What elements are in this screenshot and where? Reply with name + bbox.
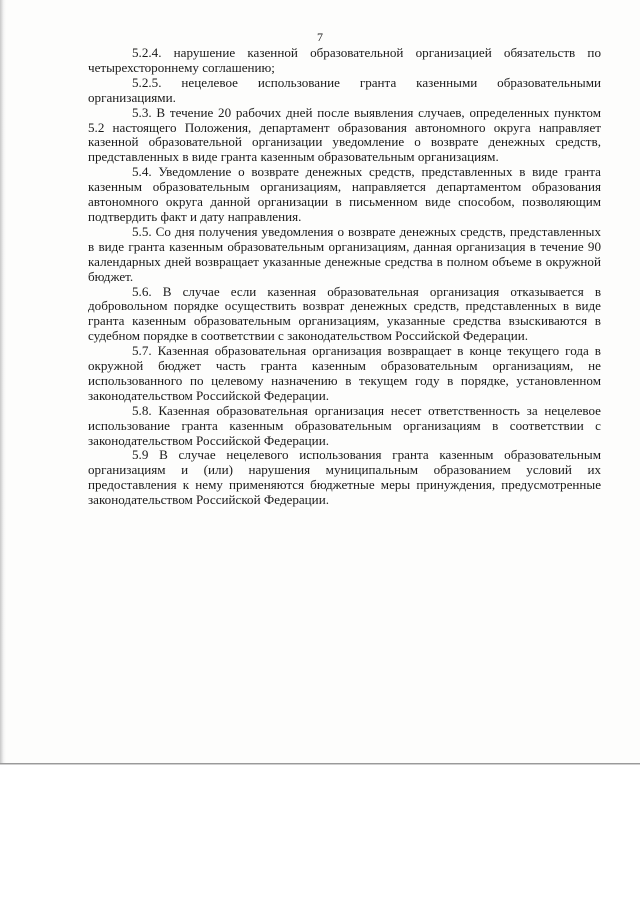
paragraph-5-5: 5.5. Со дня получения уведомления о возврате денежных средств, представленных в виде гранта казенным образовательным организациям, данная организация в течение 90 календарных дней возвращает указанные денежные средства в полном объеме в окружной бюджет. <box>88 223 601 284</box>
paragraph-5-2-5: 5.2.5. нецелевое использование гранта казенными образовательными организациями. <box>88 74 601 105</box>
blank-area-below-page <box>0 765 640 905</box>
scan-shadow-edge <box>0 0 6 763</box>
document-body <box>88 46 601 508</box>
paragraph-5-9: 5.9 В случае нецелевого использования гранта казенным образовательным организациям и (или) нарушения муниципальным образованием условий их предоставления к нему применяются бюджетные меры принуждения, предусмотренные законодательством Российской Федерации. <box>88 447 601 508</box>
paragraph-5-3: 5.3. В течение 20 рабочих дней после выявления случаев, определенных пунктом 5.2 настоящего Положения, департамент образования автономного округа направляет казенной образовательной организации уведомление о возврате денежных средств, представленных в виде гранта казенным образовательным организациям. <box>88 104 601 165</box>
paragraph-5-2-4: 5.2.4. нарушение казенной образовательной организацией обязательств по четырехстороннему соглашению; <box>88 45 601 75</box>
paragraph-5-6: 5.6. В случае если казенная образовательная организация отказывается в добровольном порядке осуществить возврат денежных средств, представленных в виде гранта казенным образовательным организациям, указанные средства взыскиваются в судебном порядке в соответствии с законодательством Российской Федерации. <box>88 283 601 344</box>
paragraph-5-7: 5.7. Казенная образовательная организация возвращает в конце текущего года в окружной бюджет часть гранта казенным образовательным организациям, не использованного по целевому назначению в текущем году в порядке, установленном законодательством Российской Федерации. <box>88 343 601 403</box>
paragraph-5-4: 5.4. Уведомление о возврате денежных средств, представленных в виде гранта казенным образовательным организациям, направляется департаментом образования автономного округа данной организации в письменном виде способом, позволяющим подтвердить факт и дату направления. <box>88 164 601 224</box>
page-number: 7 <box>317 30 323 44</box>
paragraph-5-8: 5.8. Казенная образовательная организация несет ответственность за нецелевое использование гранта казенным образовательным организациям в соответствии с законодательством Российской Федерации. <box>88 402 601 448</box>
